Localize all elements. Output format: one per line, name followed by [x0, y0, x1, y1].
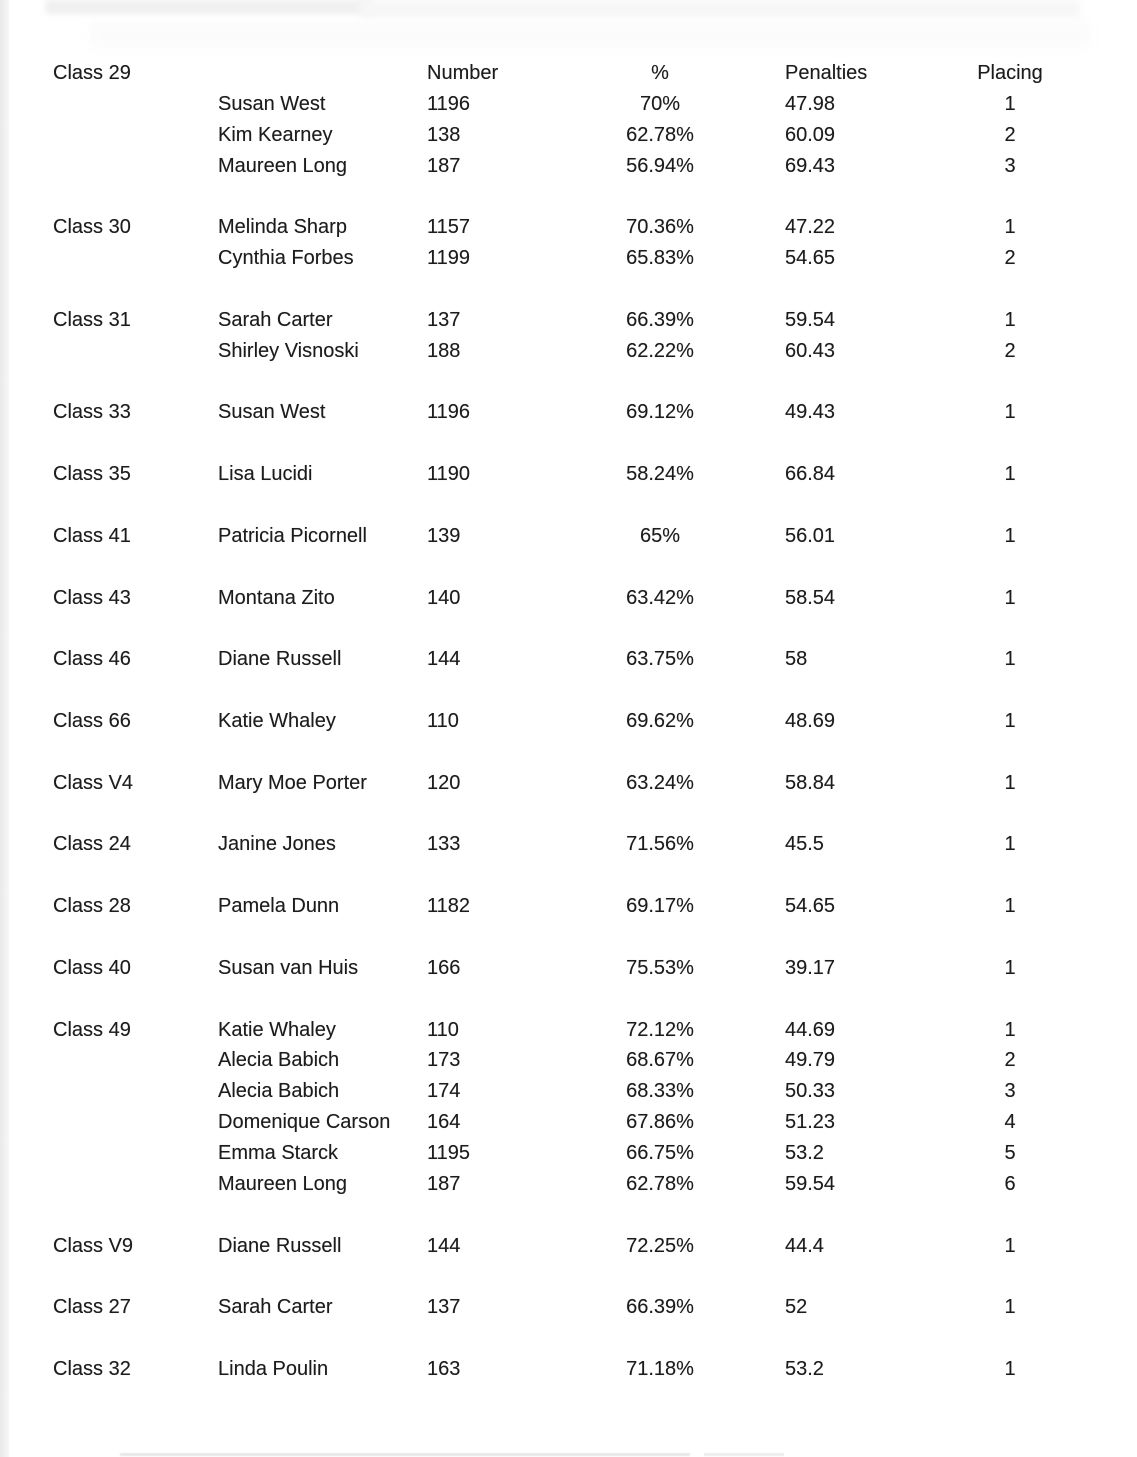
result-row: [55, 644, 1060, 675]
score-percent: 72.12%: [626, 1018, 694, 1041]
rider-name: Domenique Carson: [218, 1111, 391, 1134]
result-row: [55, 1138, 1060, 1169]
spacer-row: [55, 490, 1060, 521]
rider-number: 133: [427, 833, 461, 856]
result-row: [55, 829, 1060, 860]
penalties-value: 49.79: [785, 1049, 836, 1072]
penalties-value: 51.23: [785, 1111, 836, 1134]
penalties-value: 44.69: [785, 1018, 836, 1041]
class-label: Class 27: [53, 1296, 131, 1319]
result-row: [55, 1354, 1060, 1385]
rider-name: Janine Jones: [218, 833, 336, 856]
placing-value: 1: [1004, 1018, 1016, 1041]
penalties-value: 59.54: [785, 1172, 836, 1195]
class-label: Class 66: [53, 709, 131, 732]
penalties-value: 58: [785, 648, 808, 671]
rider-number: 187: [427, 154, 461, 177]
placing-value: 2: [1004, 123, 1016, 146]
col-header-penalties: Penalties: [785, 61, 868, 84]
class-label: Class 33: [53, 401, 131, 424]
placing-value: 2: [1004, 339, 1016, 362]
placing-value: 1: [1004, 895, 1016, 918]
result-row: [55, 150, 1060, 181]
result-row: [55, 1230, 1060, 1261]
rider-number: 140: [427, 586, 461, 609]
penalties-value: 49.43: [785, 401, 836, 424]
placing-value: 1: [1004, 648, 1016, 671]
placing-value: 1: [1004, 771, 1016, 794]
rider-name: Montana Zito: [218, 586, 335, 609]
rider-name: Patricia Picornell: [218, 524, 367, 547]
spacer-row: [55, 675, 1060, 706]
rider-name: Linda Poulin: [218, 1358, 329, 1381]
rider-name: Alecia Babich: [218, 1080, 340, 1103]
rider-number: 164: [427, 1111, 461, 1134]
spacer-row: [55, 860, 1060, 891]
penalties-value: 54.65: [785, 247, 836, 270]
rider-number: 144: [427, 1234, 461, 1257]
rider-number: 1182: [427, 895, 471, 918]
penalties-value: 44.4: [785, 1234, 824, 1257]
result-row: [55, 243, 1060, 274]
placing-value: 1: [1004, 1358, 1016, 1381]
score-percent: 67.86%: [626, 1111, 694, 1134]
placing-value: 3: [1004, 1080, 1016, 1103]
scan-artifact-bottom-line: [704, 1453, 784, 1456]
score-percent: 68.33%: [626, 1080, 694, 1103]
rider-name: Melinda Sharp: [218, 216, 347, 239]
rider-number: 187: [427, 1172, 461, 1195]
rider-name: Susan van Huis: [218, 956, 359, 979]
result-row: [55, 459, 1060, 490]
class-label: Class V9: [53, 1234, 134, 1257]
penalties-value: 54.65: [785, 895, 836, 918]
placing-value: 1: [1004, 308, 1016, 331]
result-row: [55, 119, 1060, 150]
result-row: [55, 397, 1060, 428]
score-percent: 65%: [639, 524, 681, 547]
rider-name: Diane Russell: [218, 1234, 342, 1257]
penalties-value: 59.54: [785, 308, 836, 331]
score-percent: 65.83%: [626, 247, 694, 270]
score-percent: 63.42%: [626, 586, 694, 609]
rider-name: Shirley Visnoski: [218, 339, 359, 362]
placing-value: 1: [1004, 1234, 1016, 1257]
rider-name: Maureen Long: [218, 1172, 347, 1195]
class-label: Class 32: [53, 1358, 131, 1381]
penalties-value: 58.84: [785, 771, 836, 794]
rider-name: Cynthia Forbes: [218, 247, 354, 270]
spacer-row: [55, 736, 1060, 767]
placing-value: 1: [1004, 92, 1016, 115]
class-label: Class 43: [53, 586, 131, 609]
results-table: [55, 58, 1060, 1385]
score-percent: 75.53%: [626, 956, 694, 979]
penalties-value: 50.33: [785, 1080, 836, 1103]
placing-value: 5: [1004, 1142, 1016, 1164]
scan-artifact-bottom-line: [120, 1453, 690, 1456]
scan-artifact-top-smudge: [360, 0, 1080, 18]
penalties-value: 69.43: [785, 154, 836, 177]
header-row: [55, 58, 1060, 89]
rider-number: 110: [427, 1018, 459, 1041]
score-percent: 68.67%: [626, 1049, 694, 1072]
rider-name: Diane Russell: [218, 648, 342, 671]
placing-value: 3: [1004, 154, 1016, 177]
col-header-placing: Placing: [977, 61, 1043, 84]
spacer-row: [55, 1323, 1060, 1354]
spacer-row: [55, 428, 1060, 459]
rider-number: 139: [427, 524, 461, 547]
spacer-row: [55, 181, 1060, 212]
class-label: Class 28: [53, 895, 131, 918]
class-label: Class 40: [53, 956, 131, 979]
score-percent: 66.75%: [626, 1142, 694, 1164]
rider-name: Alecia Babich: [218, 1049, 340, 1072]
spacer-row: [55, 983, 1060, 1014]
result-row: [55, 212, 1060, 243]
penalties-value: 56.01: [785, 524, 836, 547]
score-percent: 71.18%: [626, 1358, 694, 1381]
rider-number: 1157: [427, 216, 471, 239]
score-percent: 69.12%: [626, 401, 694, 424]
result-row: [55, 1076, 1060, 1107]
rider-number: 173: [427, 1049, 461, 1072]
rider-number: 1196: [427, 92, 471, 115]
score-percent: 70%: [639, 92, 681, 115]
col-header-number: Number: [427, 61, 499, 84]
rider-number: 1196: [427, 401, 471, 424]
placing-value: 1: [1004, 463, 1016, 486]
scan-artifact-left-edge: [0, 0, 9, 1457]
result-row: [55, 952, 1060, 983]
score-percent: 66.39%: [626, 1296, 694, 1319]
class-label: Class V4: [53, 771, 134, 794]
result-row: [55, 520, 1060, 551]
spacer-row: [55, 274, 1060, 305]
placing-value: 1: [1004, 586, 1016, 609]
rider-number: 1190: [427, 463, 471, 486]
score-percent: 62.22%: [626, 339, 694, 362]
placing-value: 1: [1004, 1296, 1016, 1319]
placing-value: 1: [1004, 956, 1016, 979]
class-label: Class 41: [53, 524, 131, 547]
penalties-value: 58.54: [785, 586, 836, 609]
spacer-row: [55, 1199, 1060, 1230]
penalties-value: 53.2: [785, 1142, 824, 1164]
rider-number: 144: [427, 648, 461, 671]
result-row: [55, 891, 1060, 922]
placing-value: 4: [1004, 1111, 1016, 1134]
rider-name: Mary Moe Porter: [218, 771, 367, 794]
placing-value: 1: [1004, 216, 1016, 239]
result-row: [55, 767, 1060, 798]
placing-value: 1: [1004, 401, 1016, 424]
score-percent: 66.39%: [626, 308, 694, 331]
penalties-value: 52: [785, 1296, 808, 1319]
rider-name: Lisa Lucidi: [218, 463, 313, 486]
penalties-value: 47.22: [785, 216, 836, 239]
result-row: [55, 1107, 1060, 1138]
class-label: Class 31: [53, 308, 131, 331]
class-label: Class 49: [53, 1018, 131, 1041]
penalties-value: 48.69: [785, 709, 836, 732]
penalties-value: 45.5: [785, 833, 824, 856]
rider-number: 163: [427, 1358, 461, 1381]
result-row: [55, 1168, 1060, 1199]
result-row: [55, 1292, 1060, 1323]
penalties-value: 60.09: [785, 123, 836, 146]
rider-name: Emma Starck: [218, 1142, 339, 1164]
rider-name: Katie Whaley: [218, 1018, 336, 1041]
spacer-row: [55, 922, 1060, 953]
penalties-value: 47.98: [785, 92, 836, 115]
class-label: Class 29: [53, 61, 131, 84]
rider-name: Kim Kearney: [218, 123, 333, 146]
spacer-row: [55, 1261, 1060, 1292]
rider-number: 174: [427, 1080, 461, 1103]
penalties-value: 39.17: [785, 956, 836, 979]
placing-value: 1: [1004, 524, 1016, 547]
class-label: Class 46: [53, 648, 131, 671]
rider-number: 1199: [427, 247, 471, 270]
spacer-row: [55, 798, 1060, 829]
rider-name: Susan West: [218, 401, 326, 424]
result-row: [55, 335, 1060, 366]
placing-value: 6: [1004, 1172, 1016, 1195]
placing-value: 1: [1004, 709, 1016, 732]
score-percent: 70.36%: [626, 216, 694, 239]
scan-artifact-top-smudge: [90, 22, 1090, 48]
score-percent: 69.62%: [626, 709, 694, 732]
placing-value: 2: [1004, 247, 1016, 270]
score-percent: 72.25%: [626, 1234, 694, 1257]
penalties-value: 53.2: [785, 1358, 824, 1381]
spacer-row: [55, 366, 1060, 397]
rider-name: Katie Whaley: [218, 709, 336, 732]
rider-number: 137: [427, 308, 461, 331]
score-percent: 63.24%: [626, 771, 694, 794]
class-label: Class 24: [53, 833, 131, 856]
rider-name: Sarah Carter: [218, 1296, 333, 1319]
rider-number: 110: [427, 709, 459, 732]
score-percent: 62.78%: [626, 123, 694, 146]
rider-name: Susan West: [218, 92, 326, 115]
placing-value: 2: [1004, 1049, 1016, 1072]
rider-number: 138: [427, 123, 461, 146]
score-percent: 58.24%: [626, 463, 694, 486]
score-percent: 62.78%: [626, 1172, 694, 1195]
score-percent: 63.75%: [626, 648, 694, 671]
class-label: Class 35: [53, 463, 131, 486]
result-row: [55, 88, 1060, 119]
col-header-percent: %: [651, 61, 669, 84]
rider-name: Sarah Carter: [218, 308, 333, 331]
result-row: [55, 706, 1060, 737]
rider-name: Maureen Long: [218, 154, 347, 177]
score-percent: 71.56%: [626, 833, 694, 856]
class-label: Class 30: [53, 216, 131, 239]
scan-artifact-top-smudge: [45, 0, 375, 14]
result-row: [55, 582, 1060, 613]
spacer-row: [55, 613, 1060, 644]
rider-number: 1195: [427, 1142, 471, 1164]
rider-number: 188: [427, 339, 461, 362]
penalties-value: 66.84: [785, 463, 836, 486]
result-row: [55, 1014, 1060, 1045]
placing-value: 1: [1004, 833, 1016, 856]
rider-number: 166: [427, 956, 461, 979]
result-row: [55, 304, 1060, 335]
spacer-row: [55, 551, 1060, 582]
rider-number: 120: [427, 771, 461, 794]
rider-name: Pamela Dunn: [218, 895, 340, 918]
result-row: [55, 1045, 1060, 1076]
score-percent: 56.94%: [626, 154, 694, 177]
score-percent: 69.17%: [626, 895, 694, 918]
rider-number: 137: [427, 1296, 461, 1319]
penalties-value: 60.43: [785, 339, 836, 362]
